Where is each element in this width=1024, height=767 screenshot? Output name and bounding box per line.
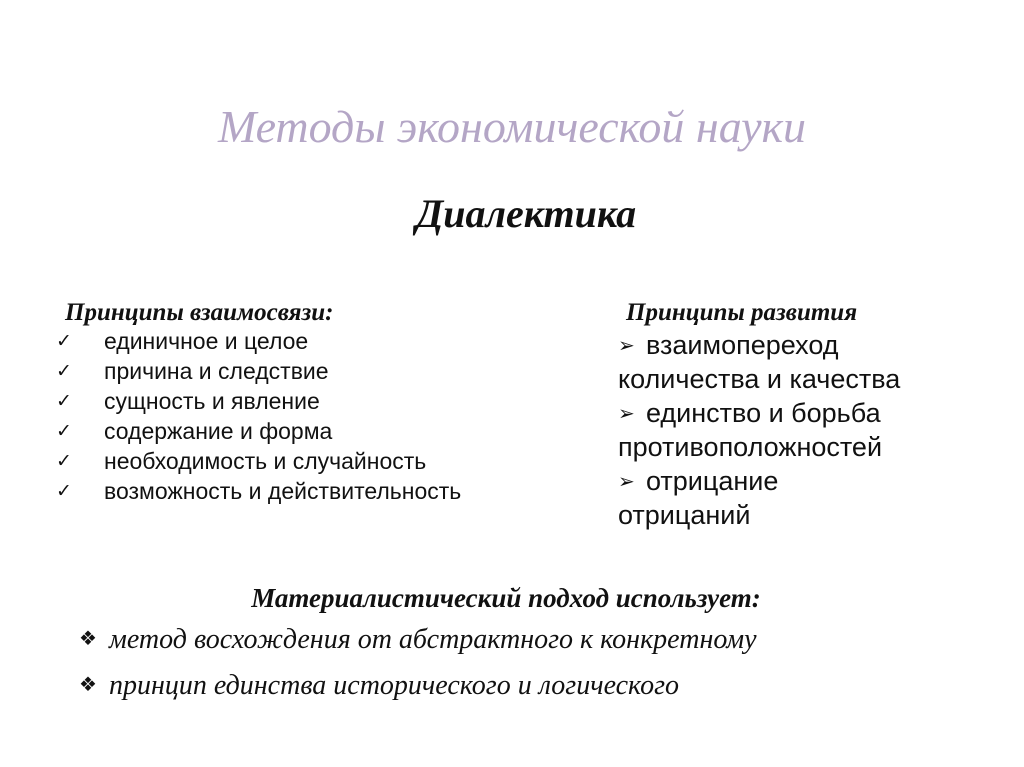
- list-item: [56, 476, 596, 506]
- arrow-right-icon: ➢: [618, 401, 635, 425]
- list-item: [618, 396, 988, 430]
- list-item-text: количества и качества: [618, 364, 901, 394]
- list-item: [79, 616, 1024, 662]
- diamond-icon: ❖: [79, 626, 97, 650]
- checkmark-icon: ✓: [56, 390, 72, 412]
- list-item: [79, 662, 1024, 708]
- list-item-text: необходимость и случайность: [104, 448, 427, 474]
- materialist-heading: Материалистический подход использует:: [251, 583, 761, 613]
- list-item-text: взаимопереход: [646, 330, 839, 360]
- list-item: [56, 356, 596, 386]
- list-item: [56, 326, 596, 356]
- slide-title: Методы экономической науки: [217, 101, 807, 152]
- diamond-icon: ❖: [79, 672, 97, 696]
- checkmark-icon: ✓: [56, 450, 72, 472]
- development-list: [618, 328, 988, 532]
- list-item: [618, 464, 988, 498]
- arrow-right-icon: ➢: [618, 469, 635, 493]
- slide-subtitle: Диалектика: [415, 191, 637, 236]
- materialist-list: [0, 616, 1024, 708]
- list-item: [56, 416, 596, 446]
- list-item-continuation: [618, 362, 988, 396]
- materialist-approach: [0, 580, 1024, 708]
- list-item-text: метод восхождения от абстрактного к конкретному: [109, 624, 757, 655]
- arrow-right-icon: ➢: [618, 333, 635, 357]
- list-item-text: отрицание: [646, 466, 779, 496]
- checkmark-icon: ✓: [56, 480, 72, 502]
- checkmark-icon: ✓: [56, 360, 72, 382]
- list-item-text: отрицаний: [618, 500, 751, 530]
- list-item-text: единство и борьба: [646, 398, 881, 428]
- list-item-text: возможность и действительность: [104, 478, 462, 504]
- list-item-text: сущность и явление: [104, 388, 320, 414]
- list-item-text: содержание и форма: [104, 418, 333, 444]
- list-item-text: единичное и целое: [104, 328, 309, 354]
- list-item: [56, 446, 596, 476]
- list-item-text: причина и следствие: [104, 358, 329, 384]
- list-item-continuation: [618, 498, 988, 532]
- list-item-continuation: [618, 430, 988, 464]
- checkmark-icon: ✓: [56, 330, 72, 352]
- list-item: [618, 328, 988, 362]
- list-item: [56, 386, 596, 416]
- list-item-text: противоположностей: [618, 432, 883, 462]
- interconnection-principles: [56, 300, 596, 506]
- list-item-text: принцип единства исторического и логического: [109, 670, 680, 701]
- checkmark-icon: ✓: [56, 420, 72, 442]
- interconnection-list: [56, 326, 596, 506]
- interconnection-heading: Принципы взаимосвязи:: [65, 299, 334, 326]
- development-heading: Принципы развития: [626, 299, 858, 326]
- development-principles: [618, 298, 988, 532]
